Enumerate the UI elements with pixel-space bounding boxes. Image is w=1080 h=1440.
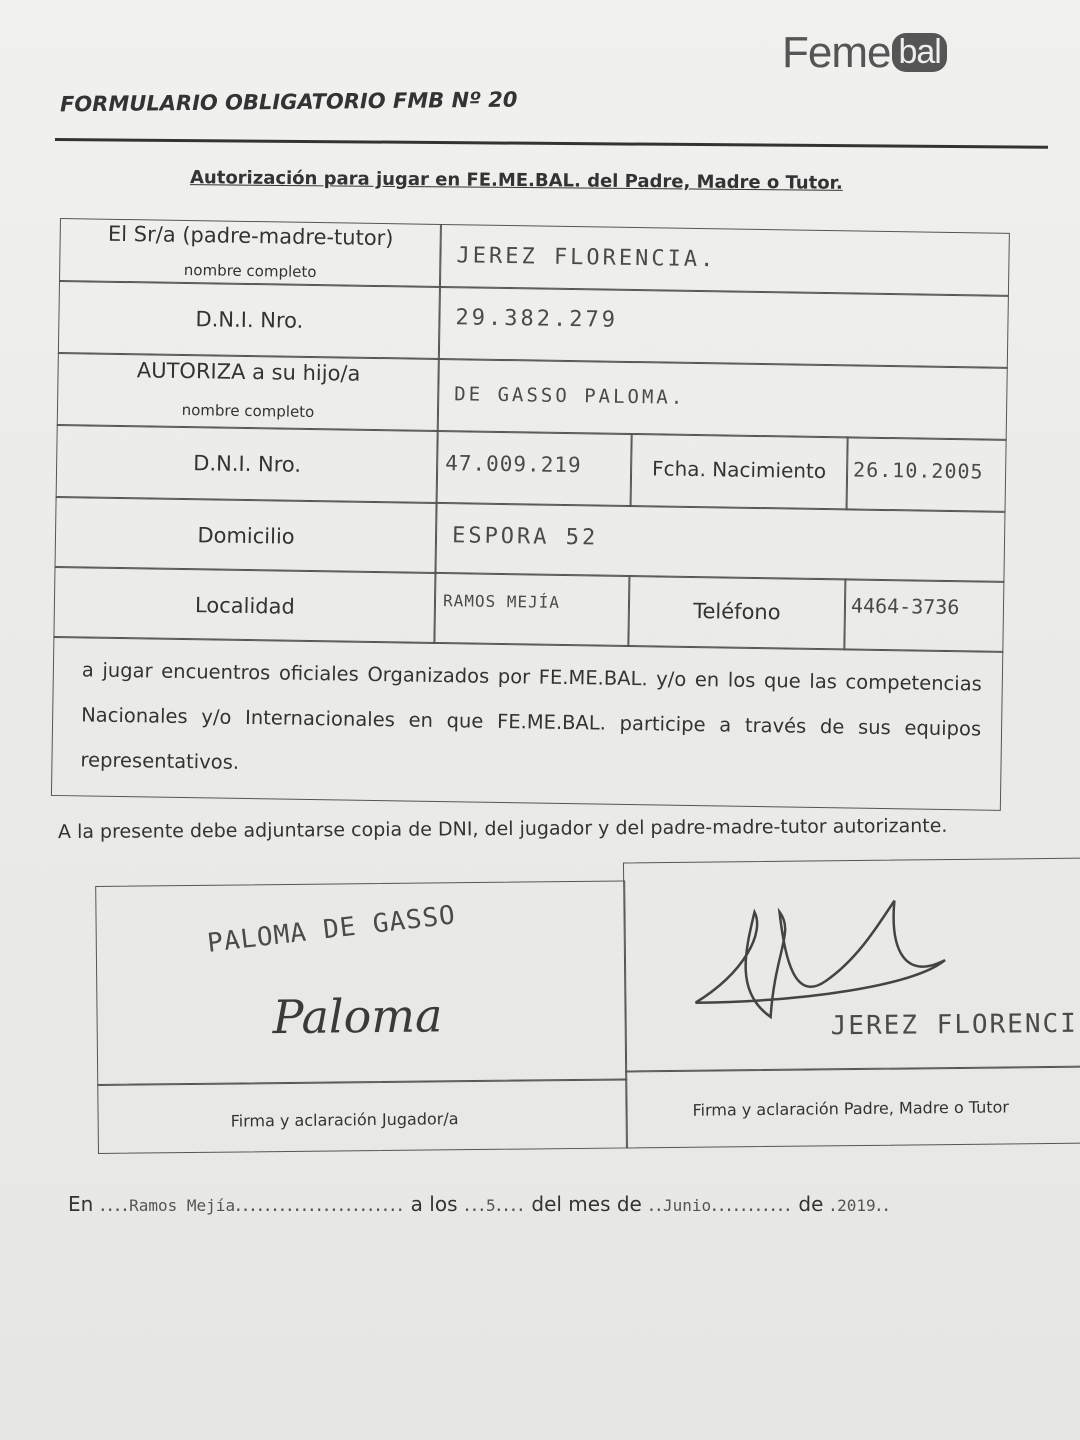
month-value: Junio: [662, 1196, 712, 1215]
birth-value-cell: [846, 436, 1007, 513]
address-value-cell: [434, 502, 1005, 583]
form-subtitle: Autorización para jugar en FE.ME.BAL. del Padre, Madre o Tutor.: [189, 167, 843, 194]
attachment-note: A la presente debe adjuntarse copia de DNI, del jugador y del padre-madre-tutor autorizante.: [57, 814, 948, 844]
city-value-cell: [433, 572, 630, 647]
child-dni-value: 47.009.219: [445, 451, 582, 478]
month-label: del mes de: [531, 1192, 642, 1216]
phone-label-cell: [627, 575, 846, 650]
child-dni-value-cell: [436, 430, 633, 507]
city-value: RAMOS MEJÍA: [442, 591, 561, 612]
place-date-line: En ....Ramos Mejía....................... a los ...5.... del mes de ..Junio........... de .2019..: [68, 1192, 891, 1216]
player-signature-label-cell: [97, 1078, 628, 1154]
en-label: En: [68, 1192, 94, 1216]
child-name-value: DE GASSO PALOMA.: [454, 383, 686, 409]
address-label-cell: [55, 496, 438, 574]
parent-name-sublabel: nombre completo: [183, 260, 317, 282]
form-title: FORMULARIO OBLIGATORIO FMB Nº 20: [59, 87, 518, 117]
place-value: Ramos Mejía: [129, 1196, 236, 1215]
parent-dni-value-cell: [438, 286, 1009, 369]
child-dni-label-cell: [56, 424, 439, 504]
parent-signature-label-cell: [625, 1066, 1080, 1149]
child-name-label: AUTORIZA a su hijo/a: [136, 358, 361, 386]
birth-value: 26.10.2005: [852, 457, 984, 484]
child-name-sublabel: nombre completo: [181, 400, 315, 422]
parent-dni-label-cell: [58, 280, 441, 360]
parent-signature-label: Firma y aclaración Padre, Madre o Tutor: [692, 1097, 1010, 1120]
city-label: Localidad: [194, 593, 296, 619]
authorization-text-cell: [51, 636, 1003, 811]
birth-label-cell: [630, 433, 849, 510]
year-value: 2019: [837, 1196, 876, 1215]
parent-printed-name: JEREZ FLORENCI: [830, 1008, 1078, 1042]
city-label-cell: [53, 566, 436, 644]
authorization-paragraph: a jugar encuentros oficiales Organizados por FE.ME.BAL. y/o en los que las competencias Nacionales y/o Internacionales en que FE.ME.BAL. participe a través de sus equipos representativos.: [80, 658, 982, 774]
signature-block: [95, 858, 1080, 1148]
parent-name-label: El Sr/a (padre-madre-tutor): [107, 221, 394, 251]
player-signature-cell: [95, 880, 627, 1086]
header-divider: [55, 138, 1048, 149]
alos-label: a los: [410, 1192, 458, 1216]
player-signature-label: Firma y aclaración Jugador/a: [230, 1109, 459, 1131]
parent-dni-label: D.N.I. Nro.: [195, 307, 304, 333]
player-signature: Paloma: [272, 988, 443, 1045]
phone-label: Teléfono: [693, 598, 781, 625]
parent-name-label-cell: [59, 218, 442, 288]
address-label: Domicilio: [197, 523, 295, 549]
phone-value-cell: [843, 578, 1004, 653]
parent-name-value-cell: [439, 224, 1010, 297]
parent-dni-value: 29.382.279: [455, 305, 619, 333]
birth-label: Fcha. Nacimiento: [651, 456, 827, 484]
day-value: 5: [485, 1196, 496, 1215]
phone-value: 4464-3736: [850, 593, 960, 620]
child-dni-label: D.N.I. Nro.: [193, 451, 302, 477]
player-printed-name: PALOMA DE GASSO: [205, 900, 458, 959]
year-label: de: [798, 1192, 824, 1216]
parent-signature-cell: [623, 858, 1080, 1073]
child-name-value-cell: [437, 358, 1008, 441]
parent-name-value: JEREZ FLORENCIA.: [456, 243, 717, 273]
address-value: ESPORA 52: [451, 523, 599, 551]
child-name-label-cell: [57, 352, 440, 432]
authorization-table: [51, 218, 1032, 813]
femebal-logo: Feme bal: [782, 28, 947, 78]
